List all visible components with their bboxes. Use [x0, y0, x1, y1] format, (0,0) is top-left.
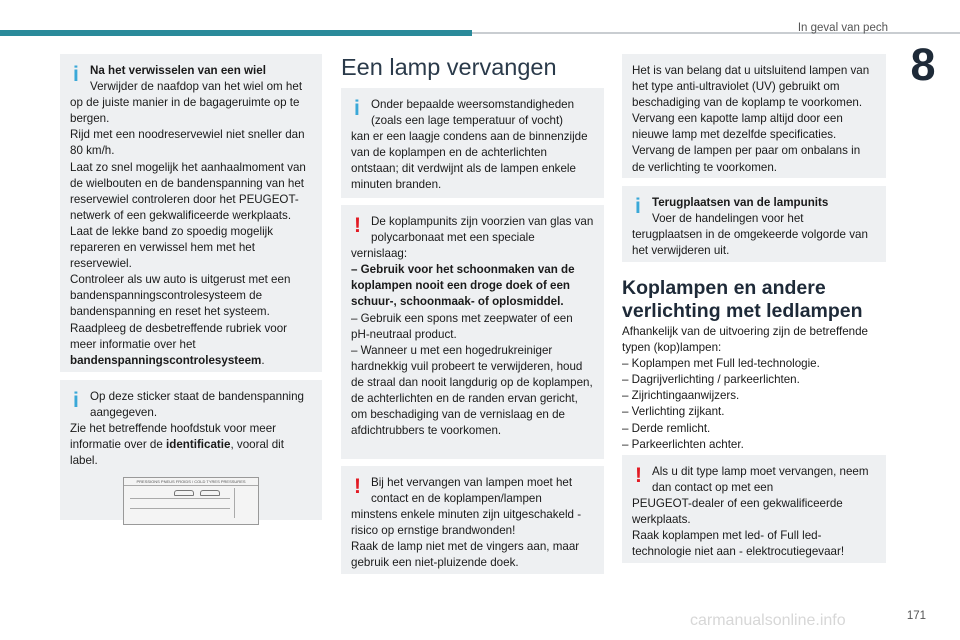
chapter-number: 8 [910, 39, 936, 90]
warning-box-led [622, 455, 886, 563]
list-item: – Gebruik voor het schoonmaken van de koplampen nooit een droge doek of een schuur-, schoonmaak- of oplosmiddel. [351, 263, 575, 309]
info-icon: i [354, 97, 360, 120]
box-text: vernislaag: [351, 247, 408, 261]
warning-icon: ! [354, 214, 361, 237]
subsection-heading: Koplampen en andere verlichting met ledlampen [622, 277, 863, 322]
header-accent-bar [0, 30, 472, 36]
section-heading: Een lamp vervangen [341, 54, 557, 80]
box-text: minstens enkele minuten zijn uitgeschakeld - risico op ernstige brandwonden! Raak de lamp niet met de vingers aan, maar gebruik een niet-pluizende doek. [351, 508, 582, 570]
box-lead: De koplampunits zijn voorzien van glas van polycarbonaat met een speciale [371, 215, 594, 245]
box-heading: Na het verwisselen van een wiel [90, 64, 266, 77]
info-box-condensation [341, 88, 604, 198]
car-icon [200, 490, 220, 496]
info-box-wheel-change [60, 54, 322, 372]
info-icon: i [73, 389, 79, 412]
box-text: Zie het betreffende hoofdstuk voor meer informatie over de identificatie, vooral dit label. [70, 422, 284, 468]
box-lead: Verwijder de naafdop van het wiel om het [90, 80, 303, 94]
warning-box-polycarbonate [341, 205, 604, 459]
box-lead: Bij het vervangen van lampen moet het contact en de koplampen/lampen [371, 476, 573, 506]
watermark: carmanualsonline.info [690, 612, 846, 629]
box-text: Het is van belang dat u uitsluitend lampen van het type anti-ultraviolet (UV) gebruikt om beschadiging van de koplamp te voorkomen. Vervang een kapotte lamp altijd door een nieuwe lamp met dezelfde specificaties. Vervang de lampen per paar om onbalans in de verlichting te voorkomen. [632, 64, 870, 174]
box-text: kan er een laagje condens aan de binnenzijde van de koplampen en de achterlichten ontstaan; dit verdwijnt als de lampen enkele minuten branden. [351, 130, 588, 192]
list-item: – Gebruik een spons met zeepwater of een pH-neutraal product. [351, 311, 573, 341]
section-title: In geval van pech [797, 22, 888, 34]
text-box-uv-lamps [622, 54, 886, 178]
list-item: – Wanneer u met een hogedrukreiniger hardnekkig vuil probeert te verwijderen, houd de straal dan nooit langdurig op de koplampen, de achterlichten en de randen ervan gericht, om beschadiging van de vernislaag en de afdichtrubbers te voorkomen. [351, 343, 593, 438]
warning-icon: ! [635, 464, 642, 487]
page-number: 171 [906, 610, 926, 622]
car-icon [174, 490, 194, 496]
info-box-refit [622, 186, 886, 262]
box-text: terugplaatsen in de omgekeerde volgorde van het verwijderen uit. [632, 228, 868, 258]
warning-icon: ! [354, 475, 361, 498]
info-icon: i [635, 195, 641, 218]
info-icon: i [73, 63, 79, 86]
box-lead: Als u dit type lamp moet vervangen, neem dan contact op met een [652, 465, 869, 495]
body-text: Afhankelijk van de uitvoering zijn de betreffende typen (kop)lampen: – Koplampen met Full led-technologie. – Dagrijverlichting / parkeerlichten. – Zijrichtingaanwijzers. – Verlichting zijkant. – Derde remlicht. – Parkeerlichten achter. [622, 325, 868, 451]
box-text: PEUGEOT-dealer of een gekwalificeerde werkplaats. Raak koplampen met led- of Full led-technologie niet aan - elektrocutiegevaar! [632, 497, 845, 559]
box-lead: Op deze sticker staat de bandenspanning aangegeven. [90, 390, 304, 420]
box-lead: Onder bepaalde weersomstandigheden (zoals een lage temperatuur of vocht) [371, 98, 575, 128]
warning-box-burns [341, 466, 604, 574]
tyre-pressure-sticker-image [123, 477, 259, 525]
info-box-sticker [60, 380, 322, 520]
box-heading: Terugplaatsen van de lampunits [652, 196, 829, 209]
box-lead: Voer de handelingen voor het [652, 212, 804, 226]
box-text: op de juiste manier in de bagageruimte op te bergen. Rijd met een noodreservewiel niet sneller dan 80 km/h. Laat zo snel mogelijk het aanhaalmoment van de wielbouten en de bandenspanning van het reservewiel controleren door het PEUGEOT-netwerk of een gekwalificeerde werkplaats. Laat de lekke band zo spoedig mogelijk repareren en verwissel hem met het reservewiel. Controleer als uw auto is uitgerust met een bandenspanningscontrolesysteem de bandenspanning en reset het systeem. Raadpleeg de desbetreffende rubriek voor meer informatie over het bandenspanningscontrolesysteem. [70, 96, 306, 367]
sticker-header: PRESSIONS PNEUS FROIDS / COLD TYRES PRESSURES [124, 478, 258, 486]
